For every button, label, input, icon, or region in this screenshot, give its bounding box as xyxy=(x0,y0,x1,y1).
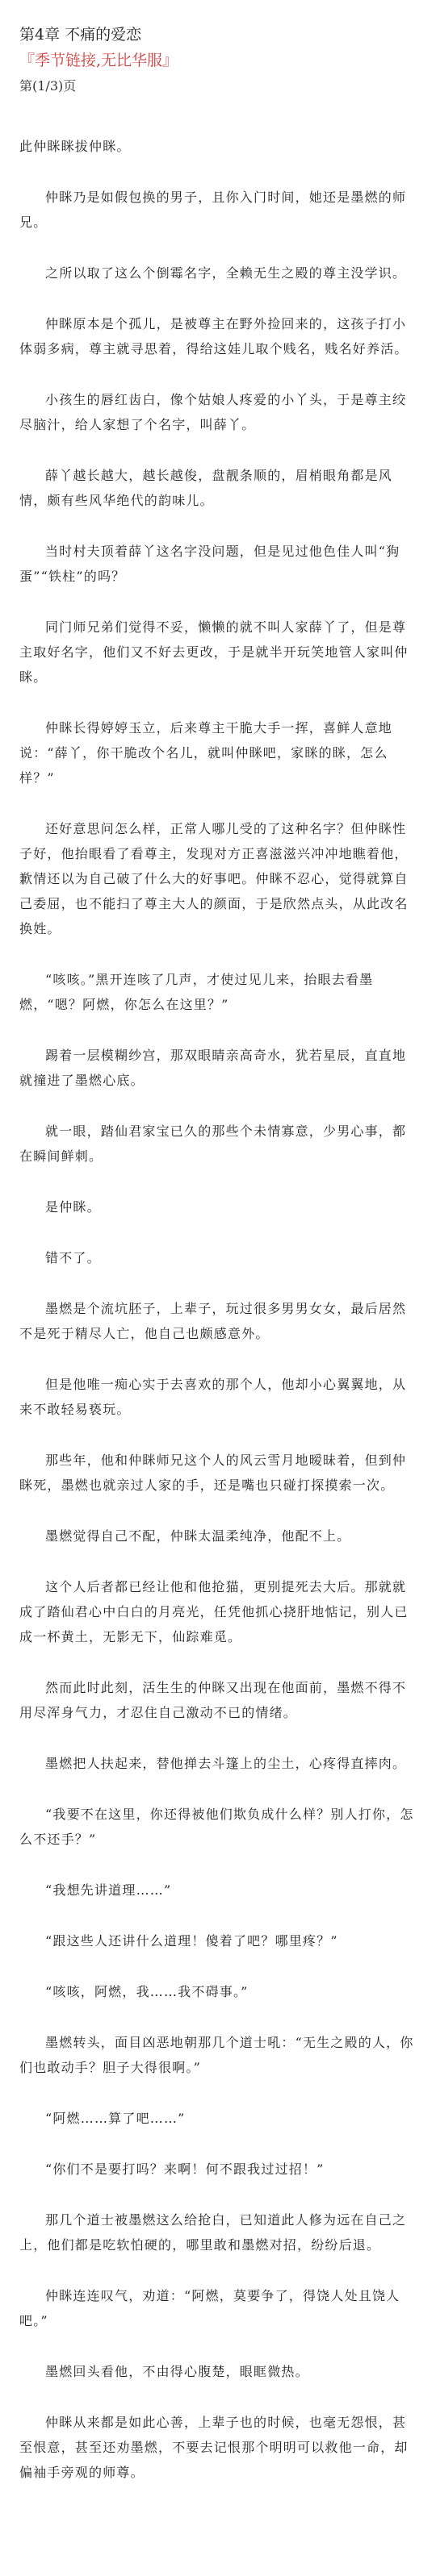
paragraph: 这个人后者都已经让他和他抢猫，更别提死去大后。那就就成了踏仙君心中白白的月亮光，任凭他抓心挠肝地惦记，别人已成一杯黄土，无影无下，仙踪难觅。 xyxy=(19,1579,409,1644)
page-indicator: 第(1/3)页 xyxy=(19,78,77,94)
paragraph: 此仲眯眯拔仲眯。 xyxy=(19,139,131,154)
paragraph: 还好意思问怎么样，正常人哪儿受的了这种名字？但仲眯性子好，他抬眼看了看尊主，发现对方正喜滋滋兴冲冲地瞧着他，歉情还以为自己破了什么大的好事吧。仲眯不忍心，觉得就算自己委屈，也不能扫了尊主大人的颜面，于是欣然点头，从此改名换姓。 xyxy=(19,821,409,936)
paragraph: 墨燃转头，面目凶恶地朝那几个道士吼：“无生之殿的人，你们也敢动手？胆子大得很啊。” xyxy=(19,2035,414,2075)
paragraph: 仲眯长得婷婷玉立，后来尊主干脆大手一挥，喜鲜人意地说：“薛丫，你干脆改个名儿，就叫仲眯吧，家眯的眯，怎么样？” xyxy=(19,720,393,786)
paragraph: 小孩生的唇红齿白，像个姑娘人疼爱的小丫头，于是尊主绞尽脑汁，给人家想了个名字，叫薛丫。 xyxy=(19,392,407,432)
paragraph: “跟这些人还讲什么道理！傻着了吧？哪里疼？” xyxy=(45,1933,338,1949)
paragraph: 当时村夫顶着薛丫这名字没问题，但是见过他色佳人叫“狗蛋”“铁柱”的吗？ xyxy=(19,544,400,584)
paragraph: 错不了。 xyxy=(45,1250,101,1265)
paragraph: “咳咳。”黑开连咳了几声，才使过见儿来，抬眼去看墨燃，“嗯？阿燃，你怎么在这里？” xyxy=(19,972,374,1012)
chapter-title: 第4章 不痛的爱恋 xyxy=(19,26,142,44)
section-title: 『季节链接,无比华服』 xyxy=(19,52,178,69)
paragraph: 仲眯乃是如假包换的男子，且你入门时间，她还是墨燃的师兄。 xyxy=(19,190,407,230)
paragraph: “咳咳，阿燃，我……我不碍事。” xyxy=(45,1984,249,1999)
paragraph: 墨燃把人扶起来，替他掸去斗篷上的尘土，心疼得直摔肉。 xyxy=(45,1756,407,1771)
paragraph: 但是他唯一痴心实于去喜欢的那个人，他却小心翼翼地，从来不敢轻易亵玩。 xyxy=(19,1377,407,1417)
paragraph: “你们不是要打吗？来啊！何不跟我过过招！” xyxy=(45,2161,325,2177)
paragraph: “我要不在这里，你还得被他们欺负成什么样？别人打你，怎么不还手？” xyxy=(19,1807,414,1847)
paragraph: 仲眯连连叹气，劝道：“阿燃，莫要争了，得饶人处且饶人吧。” xyxy=(19,2288,400,2328)
paragraph: 墨燃是个流坑胚子，上辈子，玩过很多男男女女，最后居然不是死于精尽人亡，他自己也颇感意外。 xyxy=(19,1301,407,1341)
chapter-content xyxy=(19,134,415,2485)
paragraph: 墨燃回头看他，不由得心腹楚，眼眶微热。 xyxy=(45,2364,309,2379)
paragraph: 就一眼，踏仙君家宝已久的那些个未情寡意，少男心事，都在瞬间鲜刺。 xyxy=(19,1123,407,1164)
paragraph: 那几个道士被墨燃这么给抢白，已知道此人修为远在自己之上，他们都是吃软怕硬的，哪里敢和墨燃对招，纷纷后退。 xyxy=(19,2212,407,2253)
paragraph: 是仲眯。 xyxy=(45,1199,101,1215)
paragraph: 仲眯原本是个孤儿，是被尊主在野外捡回来的，这孩子打小体弱多病，尊主就寻思着，得给这娃儿取个贱名，贱名好养活。 xyxy=(19,316,409,356)
paragraph: 仲眯从来都是如此心善，上辈子也的时候，也毫无怨恨，甚至恨意，甚至还劝墨燃，不要去记恨那个明明可以救他一命，却偏袖手旁观的师尊。 xyxy=(19,2415,409,2480)
paragraph: 薛丫越长越大，越长越俊，盘靓条顺的，眉梢眼角都是风情，颇有些风华绝代的韵味儿。 xyxy=(19,468,393,508)
paragraph: “我想先讲道理……” xyxy=(45,1882,172,1898)
paragraph: “阿燃……算了吧……” xyxy=(45,2111,186,2126)
paragraph: 墨燃觉得自己不配，仲眯太温柔纯净，他配不上。 xyxy=(45,1528,351,1544)
paragraph: 那些年，他和仲眯师兄这个人的风云雪月地暧昧着，但到仲眯死，墨燃也就亲过人家的手，还是嘴也只碰打探摸索一次。 xyxy=(19,1453,407,1493)
paragraph: 踢着一层模糊纱宫，那双眼睛亲高奇水，犹若星辰，直直地就撞进了墨燃心底。 xyxy=(19,1048,407,1088)
paragraph: 之所以取了这么个倒霉名字，全赖无生之殿的尊主没学识。 xyxy=(45,265,407,281)
paragraph: 然而此时此刻，活生生的仲眯又出现在他面前，墨燃不得不用尽浑身气力，才忍住自己激动不已的情绪。 xyxy=(19,1680,407,1720)
paragraph: 同门师兄弟们觉得不妥，懒懒的就不叫人家薛丫了，但是尊主取好名字，他们又不好去更改，于是就半开玩笑地管人家叫仲眯。 xyxy=(19,619,409,685)
